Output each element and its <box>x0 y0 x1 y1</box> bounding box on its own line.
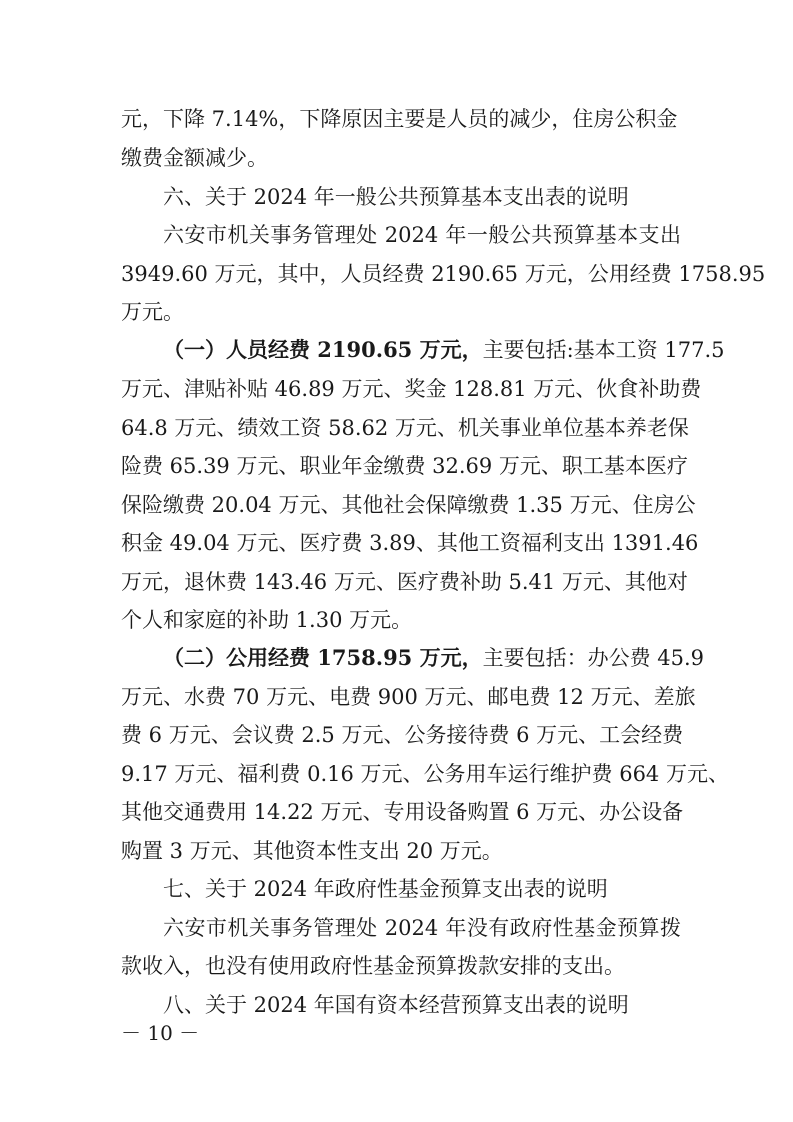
body-text-line: 款收入，也没有使用政府性基金预算拨款安排的支出。 <box>121 954 625 978</box>
body-text-line: 缴费金额减少。 <box>121 146 268 170</box>
body-text-line: 元，下降 7.14%，下降原因主要是人员的减少，住房公积金 <box>121 107 678 131</box>
body-text-line: 险费 65.39 万元、职业年金缴费 32.69 万元、职工基本医疗 <box>121 454 688 478</box>
body-text-line: 万元。 <box>121 300 184 324</box>
body-text-line: 万元，退休费 143.46 万元、医疗费补助 5.41 万元、其他对 <box>121 570 688 594</box>
body-text-line: 六安市机关事务管理处 2024 年没有政府性基金预算拨 <box>163 916 681 940</box>
body-text-line: 六安市机关事务管理处 2024 年一般公共预算基本支出 <box>163 223 681 247</box>
body-text-line: 保险缴费 20.04 万元、其他社会保障缴费 1.35 万元、住房公 <box>121 493 696 517</box>
public-cost-heading: （二）公用经费 1758.95 万元， <box>163 645 483 670</box>
body-text-line: 3949.60 万元，其中，人员经费 2190.65 万元，公用经费 1758.95 <box>121 262 766 286</box>
body-text: 主要包括:基本工资 177.5 <box>482 338 725 362</box>
page-number: － 10 － <box>121 1021 200 1045</box>
public-cost-paragraph-start <box>163 641 705 675</box>
body-text-line: 64.8 万元、绩效工资 58.62 万元、机关事业单位基本养老保 <box>121 416 689 440</box>
body-text-line: 个人和家庭的补助 1.30 万元。 <box>121 608 413 632</box>
section-heading-eight: 八、关于 2024 年国有资本经营预算支出表的说明 <box>163 993 629 1017</box>
personnel-cost-paragraph-start <box>163 333 725 367</box>
body-text-line: 万元、津贴补贴 46.89 万元、奖金 128.81 万元、伙食补助费 <box>121 377 702 401</box>
body-text: 主要包括：办公费 45.9 <box>482 646 705 670</box>
body-text-line: 万元、水费 70 万元、电费 900 万元、邮电费 12 万元、差旅 <box>121 685 696 709</box>
body-text-line: 费 6 万元、会议费 2.5 万元、公务接待费 6 万元、工会经费 <box>121 723 684 747</box>
body-text-line: 9.17 万元、福利费 0.16 万元、公务用车运行维护费 664 万元、 <box>121 762 729 786</box>
section-heading-seven: 七、关于 2024 年政府性基金预算支出表的说明 <box>163 877 608 901</box>
body-text-line: 购置 3 万元、其他资本性支出 20 万元。 <box>121 839 503 863</box>
section-heading-six: 六、关于 2024 年一般公共预算基本支出表的说明 <box>163 185 629 209</box>
body-text-line: 积金 49.04 万元、医疗费 3.89、其他工资福利支出 1391.46 <box>121 531 699 555</box>
body-text-line: 其他交通费用 14.22 万元、专用设备购置 6 万元、办公设备 <box>121 800 684 824</box>
personnel-cost-heading: （一）人员经费 2190.65 万元， <box>163 337 483 362</box>
